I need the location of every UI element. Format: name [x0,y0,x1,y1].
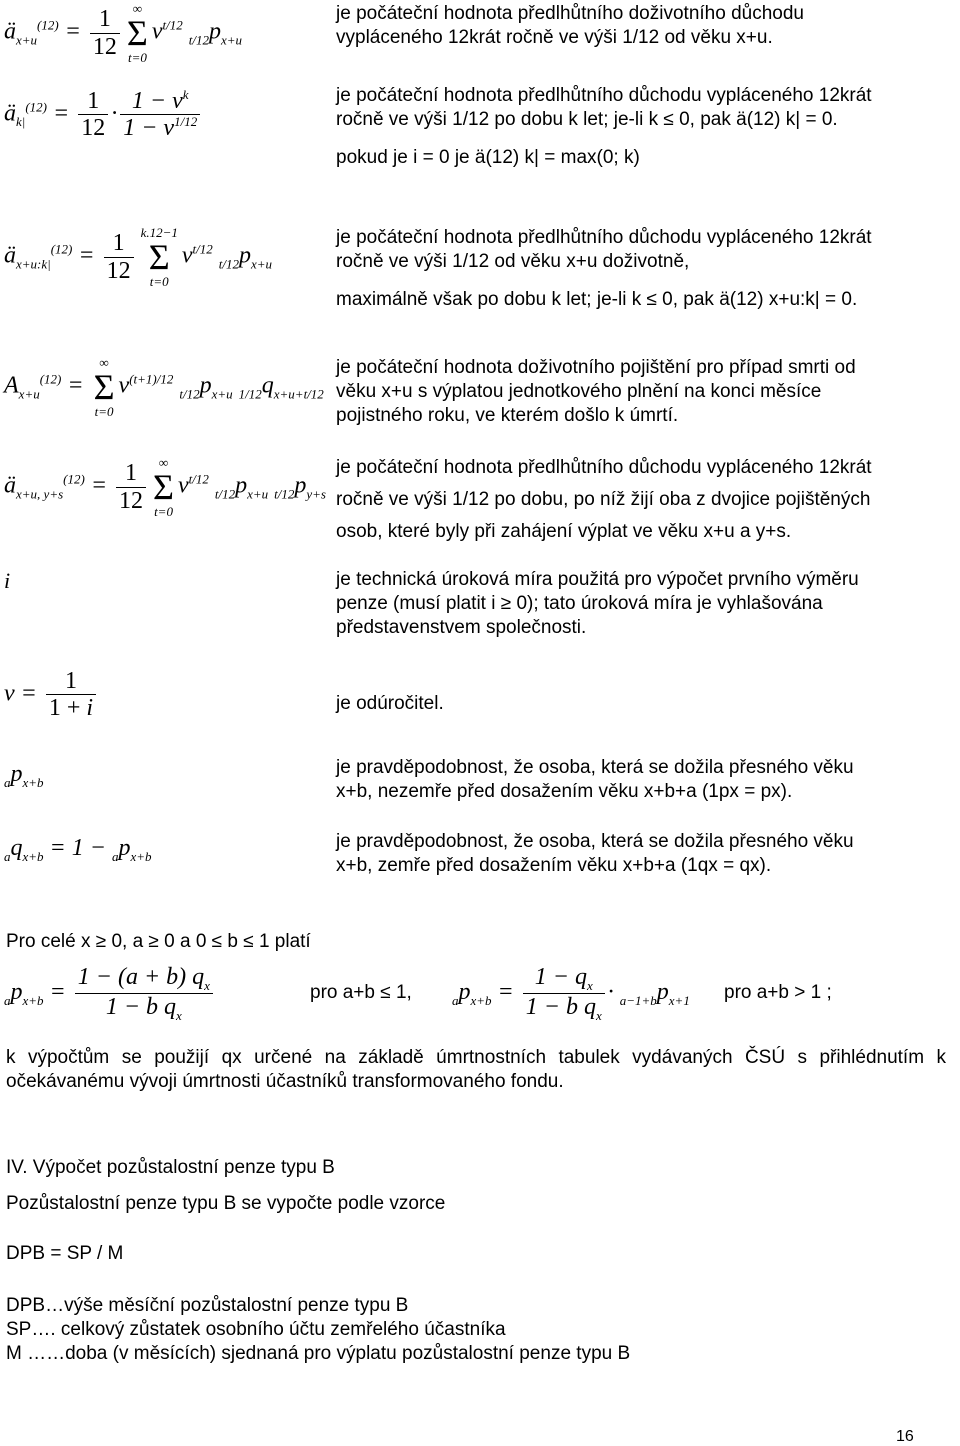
description-line: vypláceného 12krát ročně ve výši 1/12 od věku x+u. [336,27,773,48]
description-line: je technická úroková míra použitá pro výpočet prvního výměru [336,569,859,590]
description [336,756,956,804]
description [336,568,956,640]
description [336,226,956,312]
legend-item: M ……doba (v měsících) sjednaná pro výplatu pozůstalostní penze typu B [6,1343,631,1364]
description [336,356,956,428]
condition-label-1: pro a+b ≤ 1, [310,982,412,1003]
description [336,2,956,50]
formula-survival-probability: $_ap_{x+b}$ [4,761,44,790]
formula-joint-annuity: $ä_{x+u, y+s}^{(12)}$ = $\frac{1}{12}$ ∞ Σ $t=0v^{t/12}$ $_{t/12}p_{x+u}$ $_{t/12}p_{y+s}$ [4,455,326,519]
description-line: je počáteční hodnota předlhůtního doživotního důchodu [336,3,804,24]
description-line: pojistného roku, ve kterém došlo k úmrtí. [336,405,679,426]
formula-insurance-death: $A_{x+u}^{(12)}$ = ∞ Σ $t=0v^{(t+1)/12}$ $_{t/12}p_{x+u}$ $_{1/12}q_{x+u+t/12}$ [4,355,324,419]
formula-annuity-term: $ä_{k|}^{(12)}$ = $\frac{1}{12}$ · $\frac{1 - v^k}{1 - v^{1/12}}$ [4,84,324,142]
description-line: je odúročitel. [336,693,444,714]
section-title: IV. Výpočet pozůstalostní penze typu B [6,1157,335,1178]
description-line: je pravděpodobnost, že osoba, která se dožila přesného věku [336,757,854,778]
description-line: je počáteční hodnota předlhůtního důchodu vypláceného 12krát [336,85,872,106]
description [336,830,956,878]
formula-annuity-lifelong-limited: $ä_{x+u:k|}^{(12)}$ = $\frac{1}{12}$ k.12−1 Σ $t=0v^{t/12}$ $_{t/12}p_{x+u}$ [4,225,273,289]
description-line: je pravděpodobnost, že osoba, která se dožila přesného věku [336,831,854,852]
description-line: x+b, nezemře před dosažením věku x+b+a (1px = px). [336,781,793,802]
description-line: osob, které byly při zahájení výplat ve věku x+u a y+s. [336,521,792,542]
legend [6,1294,946,1366]
formula-dpb: DPB = SP / M [6,1243,124,1264]
formula-death-probability: $_aq_{x+b} = 1 - _ap_{x+b}$ [4,835,152,864]
formula-interest-rate [4,568,324,594]
description-line: ročně ve výši 1/12 po dobu k let; je-li k ≤ 0, pak ä(12) k| = 0. [336,109,838,130]
condition-label-2: pro a+b > 1 ; [724,982,832,1003]
description-line: věku x+u s výplatou jednotkového plnění na konci měsíce [336,381,822,402]
legend-item: SP…. celkový zůstatek osobního účtu zemřelého účastníka [6,1319,506,1340]
description-line: ročně ve výši 1/12 od věku x+u doživotně, [336,251,690,272]
description-line: x+b, zemře před dosažením věku x+b+a (1qx = qx). [336,855,772,876]
description [336,692,956,716]
description-line: je počáteční hodnota předlhůtního důchodu vypláceného 12krát [336,227,872,248]
symbol-i: i [4,568,11,593]
description-line: pokud je i = 0 je ä(12) k| = max(0; k) [336,147,640,168]
paragraph-csu: k výpočtům se použijí qx určené na základě úmrtnostních tabulek vydávaných ČSÚ s přihlédnutím k očekávanému vývoji úmrtnosti účastníků transformovaného fondu. [6,1047,946,1092]
section-intro: Pozůstalostní penze typu B se vypočte podle vzorce [6,1193,446,1214]
formula-discount-factor: v = $\frac{1}{1 + i}$ [4,668,324,722]
description-line: ročně ve výši 1/12 po dobu, po níž žijí oba z dvojice pojištěných [336,489,871,510]
description-line: představenstvem společnosti. [336,617,587,638]
description [336,456,956,544]
description-line: maximálně však po dobu k let; je-li k ≤ 0, pak ä(12) x+u:k| = 0. [336,289,858,310]
description-line: penze (musí platit i ≥ 0); tato úroková míra je vyhlašována [336,593,823,614]
formula-annuity-lifelong: $ä_{x+u}^{(12)}$ = $\frac{1}{12}$ ∞ Σ $t=0v^{t/12}$ $_{t/12}p_{x+u}$ [4,1,243,65]
description [336,84,956,170]
description-line: je počáteční hodnota doživotního pojištění pro případ smrti od [336,357,856,378]
formula-cond-1: $_ap_{x+b}$ = $\frac{1 - (a + b) q_x}{1 - b q_x}$ [4,964,216,1023]
page-number: 16 [896,1428,914,1445]
conditions-intro: Pro celé x ≥ 0, a ≥ 0 a 0 ≤ b ≤ 1 platí [6,931,311,952]
legend-item: DPB…výše měsíční pozůstalostní penze typu B [6,1295,409,1316]
formula-cond-2: $_ap_{x+b}$ = $\frac{1 - q_x}{1 - b q_x}$ · $_{a-1+b}p_{x+1}$ [452,964,690,1023]
description-line: je počáteční hodnota předlhůtního důchodu vypláceného 12krát [336,457,872,478]
